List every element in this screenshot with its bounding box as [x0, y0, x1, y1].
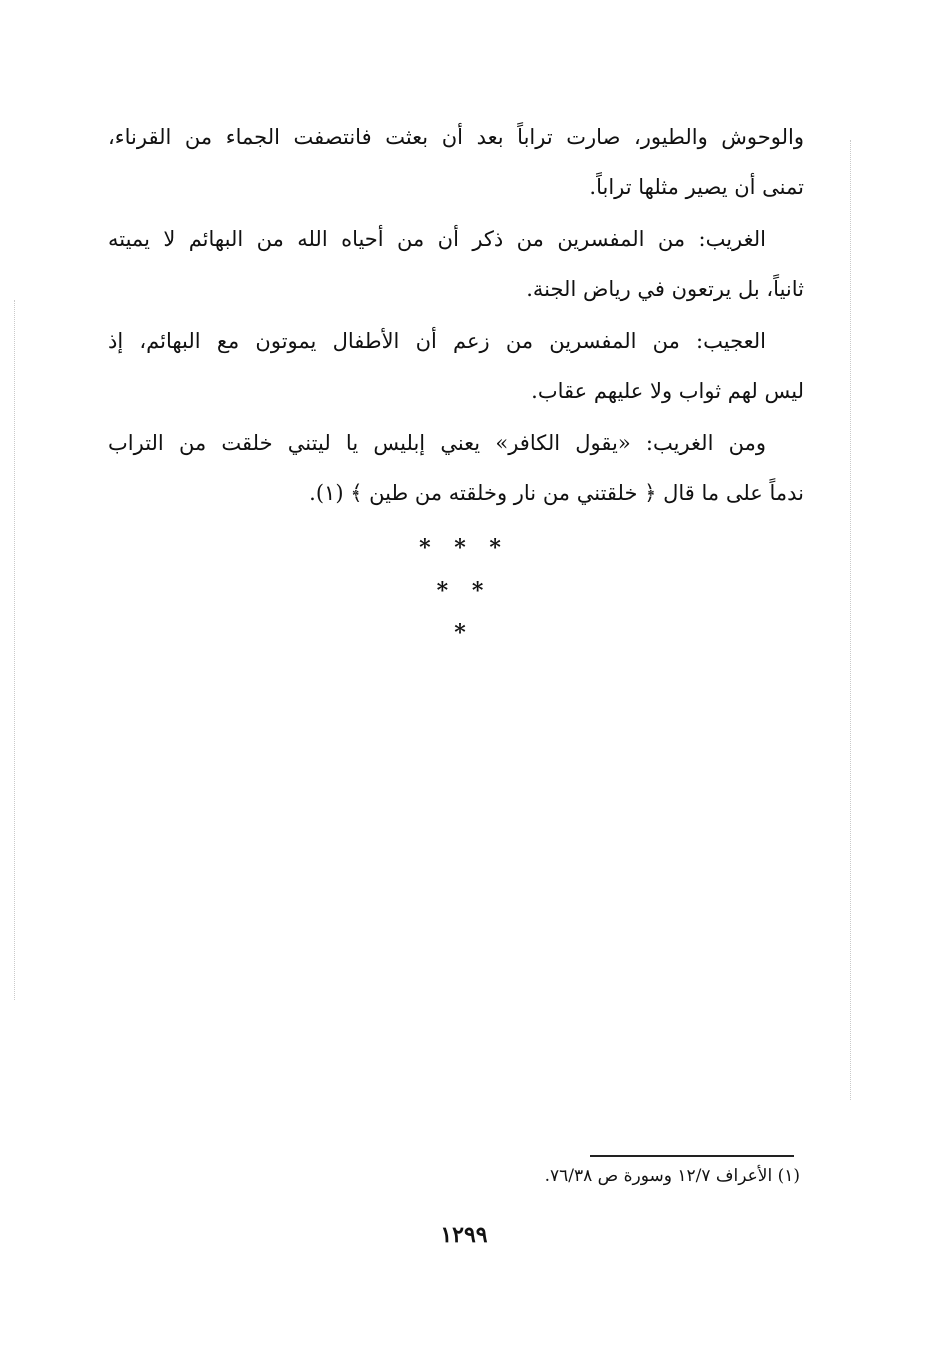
paragraph-line: العجيب: من المفسرين من زعم أن الأطفال يموتون مع البهائم، إذ	[108, 329, 766, 353]
paragraph-line: ثانياً، بل يرتعون في رياض الجنة.	[526, 277, 804, 301]
paragraph-line: تمنى أن يصير مثلها تراباً.	[589, 175, 804, 199]
paragraph-line: ليس لهم ثواب ولا عليهم عقاب.	[531, 379, 804, 403]
paragraph-line: الغريب: من المفسرين من ذكر أن من أحياه الله من البهائم لا يميته	[108, 227, 766, 251]
paragraph-line: ومن الغريب: «يقول الكافر» يعني إبليس يا ليتني خلقت من التراب	[108, 431, 766, 455]
paragraph-line: والوحوش والطيور، صارت تراباً بعد أن بعثت فانتصفت الجماء من القرناء،	[108, 125, 804, 149]
paragraph-3	[108, 316, 804, 416]
separator-stars-row-2: * *	[436, 578, 492, 604]
footnote: (١) الأعراف ١٢/٧ وسورة ص ٧٦/٣٨.	[544, 1166, 800, 1186]
paragraph-2	[108, 214, 804, 314]
scan-artifact	[14, 300, 15, 1000]
paragraph-1	[108, 112, 804, 212]
body-text	[108, 112, 804, 520]
paragraph-line: ندماً على ما قال ﴿ خلقتني من نار وخلقته من طين ﴾ (١).	[309, 481, 804, 505]
separator-stars-row-3: *	[454, 620, 474, 646]
footnote-divider	[590, 1155, 794, 1157]
paragraph-4	[108, 418, 804, 518]
separator-stars-row-1: * * *	[419, 535, 509, 561]
page-number: ١٢٩٩	[440, 1222, 488, 1248]
